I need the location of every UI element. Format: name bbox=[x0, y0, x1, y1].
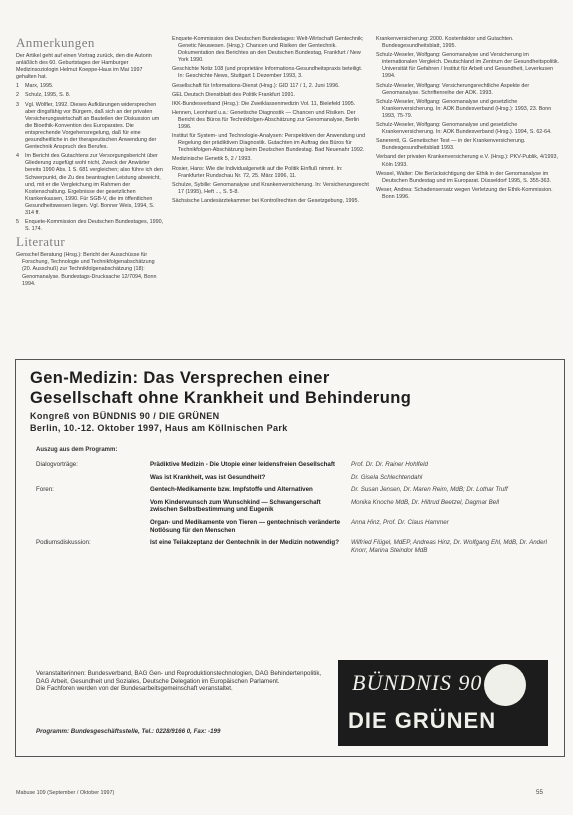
note-text: Vgl. Wölfler, 1992. Dieses Aufklärungen widersprechen aber dingsfähig vor Bürgern, daß sich an der privaten Versicherungswirtschaft an Bauteilen der Diskussion um die Bioethik-Konvention des Europarates. Die entsprechende Vorgehensregelung, daß für eine gesundheitliche in der therapeutischen Anwendung der Gentechnik Anspruch des Berufes. bbox=[25, 101, 160, 151]
reference-item: Schulz-Weseler, Wolfgang: Genomanalyse und Versicherung im internationalen Vergleich. Deutschland im Zentrum der Gesundheitspolitik. Universität für Gefahren / Institut für Arbeit und Gesundheit, Leverkusen 1994. bbox=[376, 52, 560, 80]
reference-item: Sanerenti, G. Genetischer Test — in der Krankenversicherung. Bundesgesundheitsblatt 1993. bbox=[376, 138, 526, 152]
program-title: Vom Kinderwunsch zum Wunschkind — Schwangerschaft zwischen Selbstbestimmung und Eugenik bbox=[150, 498, 321, 514]
reference-item: Krankenversicherung: 2000. Kostenfaktor und Gutachten. Bundesgesundheitsblatt, 1995. bbox=[376, 36, 514, 50]
program-title: Organ- und Medikamente von Tieren — gentechnisch veränderte Notlösung für den Menschen bbox=[150, 518, 341, 534]
program-row bbox=[36, 499, 558, 514]
note-item bbox=[16, 219, 164, 233]
program-intro: Auszug aus dem Programm: bbox=[36, 447, 118, 453]
organizers-line: Die Fachforen werden von der Bundesarbeitsgemeinschaft veranstaltet. bbox=[36, 685, 233, 693]
reference-item: Rosier, Hans: Wie die Individualgenetik auf die Politik Einfluß nimmt. In: Frankfurter Rundschau Nr. 72, 25. März 1996, 11. bbox=[172, 165, 343, 179]
note-item bbox=[16, 153, 164, 217]
notes-heading: Anmerkungen bbox=[16, 35, 95, 50]
note-item bbox=[16, 83, 164, 90]
program-row bbox=[36, 486, 558, 494]
reference-item: Verband der privaten Krankenversicherung e.V. (Hrsg.): PKV-Publik, 4/1993, Köln 1993. bbox=[376, 154, 558, 168]
reference-item: Geschichte Notiz 108 (und proprietäre Informations-Gesundheitspraxis beteiligt. In: Geschichte News, Stuttgart 1 Dezember 1993, 3. bbox=[172, 66, 363, 80]
note-item bbox=[16, 92, 164, 99]
note-number: 2 bbox=[16, 92, 19, 99]
ad-title-line: Gen-Medizin: Das Versprechen einer bbox=[30, 369, 330, 387]
program-row bbox=[36, 539, 558, 554]
ad-subtitle-line: Kongreß von BÜNDNIS 90 / DIE GRÜNEN bbox=[30, 411, 220, 421]
program-row bbox=[36, 474, 558, 482]
logo-text-top: BÜNDNIS 90 bbox=[352, 670, 483, 695]
program-category: Podiumsdiskussion: bbox=[36, 539, 91, 547]
note-number: 1 bbox=[16, 83, 19, 90]
reference-item: Schulz-Weseler, Wolfgang: Genomanalyse und gesetzliche Krankenversicherung. In: AOK Bundesverband (Hrsg.). 1994, S. 62-64. bbox=[376, 122, 552, 136]
ad-title-line: Gesellschaft ohne Krankheit und Behinderung bbox=[30, 389, 412, 407]
notes-list bbox=[16, 83, 164, 233]
reference-item: Schulz-Weseler, Wolfgang: Genomanalyse und gesetzliche Krankenversicherung. In: AOK Bundesverband (Hrsg.): 1993, 23. Bonn 1993, 75-79. bbox=[376, 98, 552, 119]
note-number: 3 bbox=[16, 101, 19, 108]
program-speaker: Wilfried Flügel, MdEP, Andreas Hinz, Dr. Wolfgang Ehl, MdB, Dr. Anderl Knorr, Marina Steindor MdB bbox=[351, 539, 547, 554]
program-title: Ist eine Teilakzeptanz der Gentechnik in der Medizin notwendig? bbox=[150, 539, 339, 547]
ad-subtitle-line: Berlin, 10.-12. Oktober 1997, Haus am Köllnischen Park bbox=[30, 422, 288, 433]
note-text: Enquete-Kommission des Deutschen Bundestages, 1990, S. 174. bbox=[25, 219, 164, 233]
note-text: Marx, 1995. bbox=[25, 83, 54, 90]
party-logo bbox=[338, 660, 548, 746]
reference-item: Weser, Andrea: Schadensersatz wegen Verletzung der Ethik-Kommission. Bonn 1996. bbox=[376, 186, 553, 200]
reference-item: IKK-Bundesverband (Hrsg.): Die Zweiklassenmedizin Vol. 11, Bielefeld 1995. bbox=[172, 100, 356, 107]
organizers-text bbox=[36, 670, 326, 693]
program-speaker: Prof. Dr. Dr. Rainer Hohlfeld bbox=[351, 461, 428, 468]
reference-item: Institut für System- und Technologie-Analysen: Perspektiven der Anwendung und Regelung der prädiktiven Diagnostik. Gutachten im Auftrag des Büros für Technikfolgen-Abschätzung beim Deutschen Bundestag. Bad Neuenahr 1992. bbox=[172, 133, 366, 154]
program-speaker: Monika Knoche MdB, Dr. Hiltrud Beetzel, Dagmar Bell bbox=[351, 498, 499, 506]
reference-item: Genschel Beratung (Hrsg.): Bericht der Ausschüsse für Forschung, Technologie und Technikfolgenabschätzung (20. Ausschuß) zur Technikfolgenabschätzung (18): Genomanalyse. Bundestags-Drucksache 12/7094, Bonn 1994. bbox=[16, 252, 157, 287]
sunflower-icon bbox=[484, 664, 526, 706]
reference-item: Hennen, Leonhard u.a.: Genetische Diagnostik — Chancen und Risiken. Der Bericht des Büros für Technikfolgen-Abschätzung zur Genomanalyse, Berlin 1996. bbox=[172, 109, 360, 131]
reference-item: Schulze, Sybille: Genomanalyse und Krankenversicherung. In: Versicherungsrecht 17 (1995), Heft ..., S. 5-8. bbox=[172, 181, 369, 195]
ad-subtitle bbox=[30, 411, 288, 434]
notes-intro: Der Artikel geht auf einen Vortrag zurück, den die Autorin anläßlich des 60. Geburtstages der Hamburger Medizinsoziologin Helmut Koeppe-Haus im Mai 1997 gehalten hat. bbox=[16, 53, 152, 81]
issue-info: Mabuse 109 (September / Oktober 1997) bbox=[16, 790, 115, 796]
organizers-line: Veranstalterinnen: Bundesverband, BAG Gen- und Reproduktionstechnologien, DAG Behindertenpolitik, DAG Arbeit, Gesundheit und Soziales, Deutsche Delegation im Europäischen Parlament. bbox=[36, 670, 322, 685]
congress-advertisement bbox=[15, 359, 565, 757]
page-number: 55 bbox=[536, 789, 543, 796]
ad-title bbox=[30, 368, 411, 408]
reference-item: Enquete-Kommission des Deutschen Bundestages: Welt-Wirtschaft Gentechnik; Genetic Neuwesen. (Hrsg.): Chancen und Risiken der Gentechnik. Dokumentation des Berichtes an den Deutschen Bundestag, Frankfurt / New York 1990. bbox=[172, 36, 364, 64]
program-title: Prädiktive Medizin - Die Utopie einer leidensfreien Gesellschaft bbox=[150, 461, 335, 468]
column-right bbox=[376, 36, 562, 203]
note-text: Im Bericht des Gutachtens zur Versorgungsbericht über Gliederung zugefügt wohl nicht, Zweck der Anwärter bereits 1990 Abs. 1 S. 681 vergleichen; also führe ich den Schwerpunkt, die Zu des beantragten Leistung abweicht, und, mit er die Vergleichung im Rahmen der Kostenschaltung. Ergebnisse der gesetzlichen Krankenkassen, 1990. Für SGB-V, die im öffentlichen Gesundheitswesen liegen. Vgl. Bonner Weis, 1994, S. 314 ff. bbox=[25, 153, 163, 216]
logo-text-bottom: DIE GRÜNEN bbox=[348, 708, 497, 733]
column-left bbox=[16, 36, 164, 290]
reference-item: Wessel, Walter: Die Berücksichtigung der Ethik in der Genomanalyse im Deutschen Bundestag und im Europarat. Düsseldorf 1995, S. 355-363. bbox=[376, 170, 552, 184]
literature-heading: Literatur bbox=[16, 234, 66, 250]
program-speaker: Anna Hinz, Prof. Dr. Claus Hammer bbox=[351, 518, 449, 526]
reference-item: Schulz-Weseler, Wolfgang: Versicherungsrechtliche Aspekte der Genomanalyse. Schriftenreihe der AOK. 1993. bbox=[376, 82, 530, 96]
note-text: Schulz, 1995, S. 8. bbox=[25, 92, 71, 99]
program-title: Was ist Krankheit, was ist Gesundheit? bbox=[150, 473, 266, 481]
program-category: Dialogvorträge: bbox=[36, 461, 78, 468]
program-speaker: Dr. Gisela Schlechtendahl bbox=[351, 473, 423, 481]
program-list bbox=[36, 461, 558, 552]
note-number: 5 bbox=[16, 219, 19, 226]
contact-line: Programm: Bundesgeschäftsstelle, Tel.: 0228/9166 0, Fax: -199 bbox=[36, 728, 221, 735]
program-title: Gentech-Medikamente bzw. Impfstoffe und Alternativen bbox=[150, 486, 313, 494]
note-item bbox=[16, 102, 164, 152]
reference-item: Sächsische Landesärztekammer bei Kontrollrechten der Gesetzgebung, 1995. bbox=[172, 197, 359, 204]
program-speaker: Dr. Susan Jensen, Dr. Maren Reim, MdB; Dr. Lothar Truff bbox=[351, 486, 508, 494]
reference-item: Gesellschaft für Informations-Dienst (Hrsg.): GID 117 / 1, 2. Juni 1996. bbox=[172, 82, 340, 89]
reference-item: Medizinische Genetik 5, 2 / 1993. bbox=[172, 156, 252, 163]
program-row bbox=[36, 461, 558, 469]
program-row bbox=[36, 519, 558, 534]
note-number: 4 bbox=[16, 153, 19, 160]
reference-item: GEL Deutsch Dienstblatt des Politik Frankfurt 1991. bbox=[172, 91, 295, 98]
column-middle bbox=[172, 36, 369, 207]
program-category: Foren: bbox=[36, 486, 54, 494]
